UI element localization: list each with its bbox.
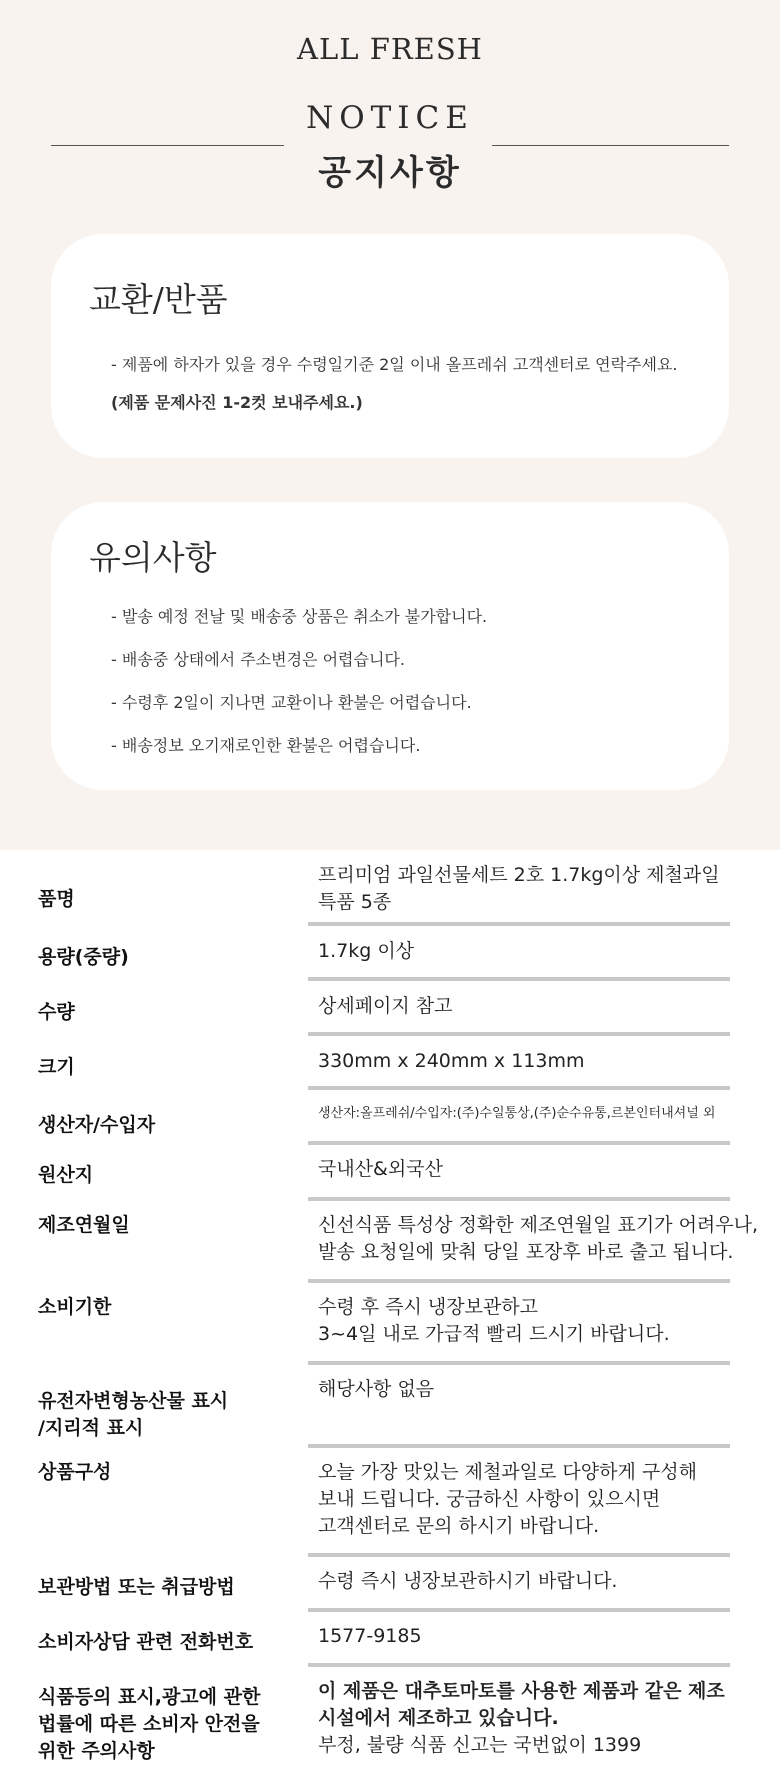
row-value-line: 상세페이지 참고	[318, 995, 453, 1017]
row-value	[318, 1568, 617, 1595]
row-value-line: 부정, 불량 식품 신고는 국번없이 1399	[318, 1734, 642, 1756]
exchange-line: - 제품에 하자가 있을 경우 수령일기준 2일 이내 올프레쉬 고객센터로 연락주세요.	[111, 355, 678, 374]
row-value-line: 오늘 가장 맛있는 제철과일로 다양하게 구성해	[318, 1461, 697, 1483]
caution-title: 유의사항	[89, 538, 217, 577]
row-value	[318, 1100, 715, 1127]
row-value	[318, 938, 414, 965]
row-value	[318, 1212, 758, 1266]
row-label: 소비기한	[38, 1296, 112, 1318]
row-value	[318, 1294, 670, 1348]
exchange-card	[51, 234, 729, 458]
row-divider	[308, 1032, 730, 1036]
row-divider	[308, 1279, 730, 1283]
row-label: 유전자변형농산물 표시 /지리적 표시	[38, 1390, 229, 1439]
row-divider	[308, 1086, 730, 1090]
row-label: 식품등의 표시,광고에 관한 법률에 따른 소비자 안전을 위한 주의사항	[38, 1686, 261, 1762]
brand-logo: ALL FRESH	[297, 32, 483, 66]
caution-line: - 배송정보 오기재로인한 환불은 어렵습니다.	[111, 736, 421, 755]
row-value-line: 발송 요청일에 맞춰 당일 포장후 바로 출고 됩니다.	[318, 1241, 734, 1263]
row-divider	[308, 1663, 730, 1667]
row-value-line-bold: 시설에서 제조하고 있습니다.	[318, 1707, 559, 1729]
row-divider	[308, 977, 730, 981]
row-label: 크기	[38, 1056, 75, 1078]
row-value	[318, 993, 453, 1020]
caution-card	[51, 502, 729, 790]
row-value	[318, 862, 720, 916]
row-label: 제조연월일	[38, 1214, 130, 1236]
caution-line: - 수령후 2일이 지나면 교환이나 환불은 어렵습니다.	[111, 693, 472, 712]
row-value-line: 프리미엄 과일선물세트 2호 1.7kg이상 제철과일	[318, 864, 720, 886]
row-value-line: 1577-9185	[318, 1625, 422, 1647]
row-label: 품명	[38, 888, 75, 910]
row-value-line: 생산자:올프레쉬/수입자:(주)수일통상,(주)순수유통,르본인터내셔널 외	[318, 1106, 716, 1121]
row-divider	[308, 1141, 730, 1145]
row-value	[318, 1678, 725, 1759]
row-value-line-bold: 이 제품은 대추토마토를 사용한 제품과 같은 제조	[318, 1680, 725, 1702]
row-label: 수량	[38, 1001, 75, 1023]
row-divider	[308, 1608, 730, 1612]
row-divider	[308, 1197, 730, 1201]
row-value	[318, 1459, 697, 1540]
row-value-line: 고객센터로 문의 하시기 바랍니다.	[318, 1515, 600, 1537]
row-divider	[308, 1553, 730, 1557]
row-label: 생산자/수입자	[38, 1114, 156, 1136]
row-label: 보관방법 또는 취급방법	[38, 1576, 235, 1598]
row-label: 상품구성	[38, 1461, 112, 1483]
notice-section	[0, 0, 780, 850]
row-value-line: 해당사항 없음	[318, 1378, 435, 1400]
row-divider	[308, 922, 730, 926]
caution-line: - 배송중 상태에서 주소변경은 어렵습니다.	[111, 650, 405, 669]
row-value-line: 330mm x 240mm x 113mm	[318, 1050, 585, 1072]
row-label: 소비자상담 관련 전화번호	[38, 1631, 254, 1653]
row-label: 용량(중량)	[38, 946, 129, 968]
row-value-line: 1.7kg 이상	[318, 940, 415, 962]
row-value-line: 국내산&외국산	[318, 1158, 443, 1180]
exchange-title: 교환/반품	[89, 280, 228, 319]
notice-title-en: NOTICE	[306, 100, 474, 136]
row-value-line: 수령 후 즉시 냉장보관하고	[318, 1296, 539, 1318]
row-value-line: 특품 5종	[318, 891, 392, 913]
row-divider	[308, 1444, 730, 1448]
row-value-line: 수령 즉시 냉장보관하시기 바랍니다.	[318, 1570, 618, 1592]
row-value	[318, 1376, 434, 1403]
row-value	[318, 1156, 443, 1183]
row-value	[318, 1623, 422, 1650]
row-value-line: 신선식품 특성상 정확한 제조연월일 표기가 어려우나,	[318, 1214, 759, 1236]
row-divider	[308, 1361, 730, 1365]
row-value-line: 3~4일 내로 가급적 빨리 드시기 바랍니다.	[318, 1323, 670, 1345]
notice-title-ko: 공지사항	[318, 153, 462, 193]
caution-line: - 발송 예정 전날 및 배송중 상품은 취소가 불가합니다.	[111, 607, 488, 626]
row-label: 원산지	[38, 1164, 94, 1186]
exchange-line-note: (제품 문제사진 1-2컷 보내주세요.)	[111, 393, 363, 412]
row-value-line: 보내 드립니다. 궁금하신 사항이 있으시면	[318, 1488, 661, 1510]
row-value	[318, 1048, 585, 1075]
